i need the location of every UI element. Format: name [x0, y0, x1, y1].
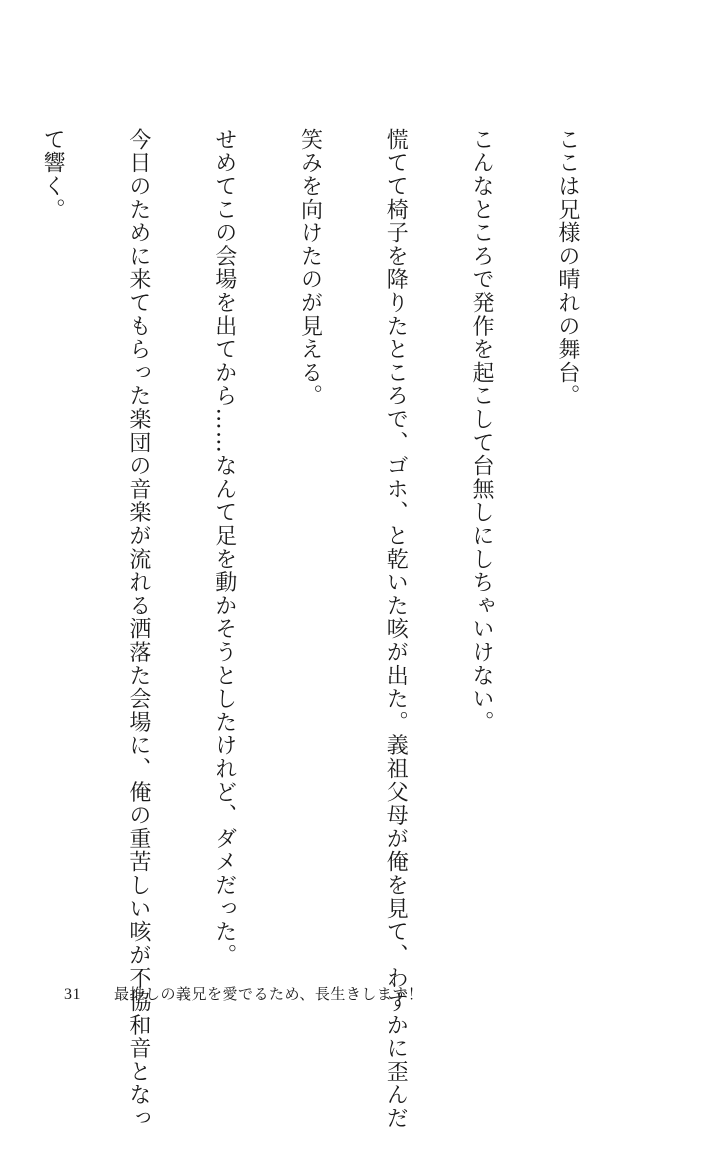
book-title: 最推しの義兄を愛でるため、長生きします！	[114, 985, 424, 1003]
text-line: 笑みを向けたのが見える。	[297, 128, 323, 408]
text-line: 今日のために来てもらった楽団の音楽が流れる洒落た会場に、俺の重苦しい咳が不協和音となっ	[125, 128, 151, 1130]
text-line: ここは兄様の晴れの舞台。	[554, 128, 580, 408]
text-line: せめてこの会場を出てから……なんて足を動かそうとしたけれど、ダメだった。	[211, 128, 237, 967]
page-number: 31	[64, 986, 81, 1003]
text-line: こんなところで発作を起こして台無しにしちゃいけない。	[469, 128, 495, 734]
text-line: 慌てて椅子を降りたところで、ゴホ、と乾いた咳が出た。義祖父母が俺を見て、わずかに歪んだ	[383, 128, 409, 1130]
text-line: て響く。	[40, 128, 66, 222]
page-footer	[64, 983, 423, 1004]
